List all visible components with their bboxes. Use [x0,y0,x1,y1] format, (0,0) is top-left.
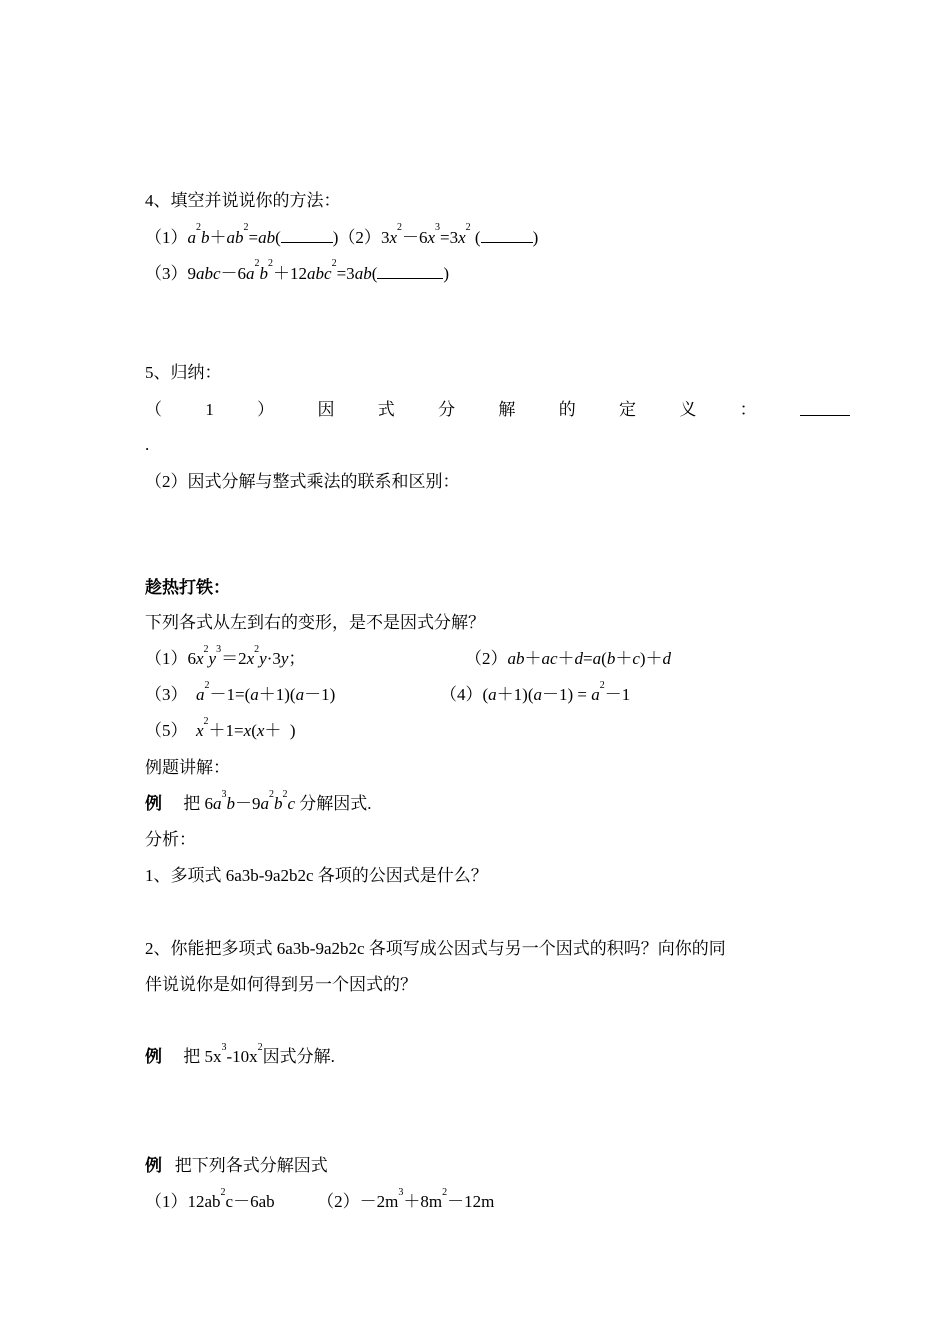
practice-title: 趁热打铁： [145,578,230,597]
ex3-math-1: $12ab^2c-6ab$ [187,1187,275,1211]
practice-item-2 [465,648,671,670]
def-char: 因 [317,400,335,419]
answer-blank-2[interactable] [481,226,533,243]
practice-math-4: $(a+1)(a-1) = a^2-1$ [482,680,631,704]
def-char: 1 [205,400,214,419]
ex3-label-1: （1） [145,1192,188,1211]
example-label: 例 [145,794,162,813]
example-2-verb: 把 [183,1047,201,1066]
q5-def-end: . [145,435,150,454]
ex3-label-2: （2） [317,1192,360,1211]
example-1 [145,789,372,815]
example-1-math: $6a^3b-9a^2b^2c$ [204,789,296,813]
practice-question: 下列各式从左到右的变形，是不是因式分解？ [145,613,485,632]
practice-item-4 [440,680,631,706]
example-label: 例 [145,1156,162,1175]
practice-label-1: （1） [145,649,188,668]
q4-p3-math: $9abc-6a^2b^2+12abc^2=3ab$( ) [187,258,450,283]
examples-title: 例题讲解： [145,758,230,777]
example-3 [145,1155,328,1177]
practice-math-5: $x^2+1=x(x+$ ) [196,716,296,740]
example-1-tail: 分解因式. [299,794,372,813]
q4-p2-label: （2） [338,228,381,247]
analysis-q2-line2: 伴说说你是如何得到另一个因式的？ [145,975,417,994]
example-3-items [145,1187,495,1213]
practice-math-3: $a^2-1=(a+1)(a-1)$ [196,680,336,704]
def-char: 定 [619,400,636,419]
def-char: 解 [498,400,516,419]
def-char: 的 [558,400,576,419]
example-1-verb: 把 [183,794,201,813]
def-char: ： [739,400,757,419]
practice-item-1 [145,644,306,670]
analysis-title: 分析： [145,830,196,849]
q5-item-2: （2）因式分解与整式乘法的联系和区别： [145,472,460,491]
example-label: 例 [145,1047,162,1066]
ex3-math-2: $-2m^3+8m^2-12m$ [359,1187,495,1211]
q4-p1-math: $a^2b+ab^2=ab$( ) [187,222,339,247]
practice-label-4: （4） [440,685,483,704]
practice-label-5: （5） [145,721,188,740]
practice-label-2: （2） [465,649,508,668]
analysis-q2-line1: 2、你能把多项式 6a3b-9a2b2c 各项写成公因式与另一个因式的积吗？向你的同 [145,939,726,958]
def-char: 式 [377,400,395,419]
q4-row-1 [145,222,539,249]
example-2-math: $5x^3-10x^2$ [204,1042,263,1066]
answer-blank-3[interactable] [377,262,443,279]
practice-math-2: ab＋ac＋d=a(b＋c)＋d [507,649,672,668]
example-2 [145,1042,335,1068]
q4-title: 4、填空并说说你的方法： [145,191,341,210]
example-2-tail: 因式分解. [262,1047,335,1066]
q5-title: 5、归纳： [145,363,222,382]
definition-blank[interactable] [800,399,850,416]
q4-p2-math: $3x^2-6x^3=3x^2$ ( ) [380,222,539,247]
answer-blank-1[interactable] [281,226,333,243]
practice-item-5 [145,716,296,742]
def-char: （ [145,400,162,419]
practice-item-3 [145,680,336,706]
practice-math-1: $6x^2y^3=2x^2y\cdot 3y$； [187,644,306,668]
example-3-text: 把下列各式分解因式 [174,1156,328,1175]
q4-row-3 [145,258,450,285]
analysis-q1: 1、多项式 6a3b-9a2b2c 各项的公因式是什么？ [145,866,488,885]
def-char: 分 [438,400,456,419]
q4-p3-label: （3） [145,264,188,283]
practice-label-3: （3） [145,685,188,704]
def-char: ） [257,400,275,419]
def-char: 义 [679,400,697,419]
q4-p1-label: （1） [145,228,188,247]
q5-definition-row [145,399,850,421]
